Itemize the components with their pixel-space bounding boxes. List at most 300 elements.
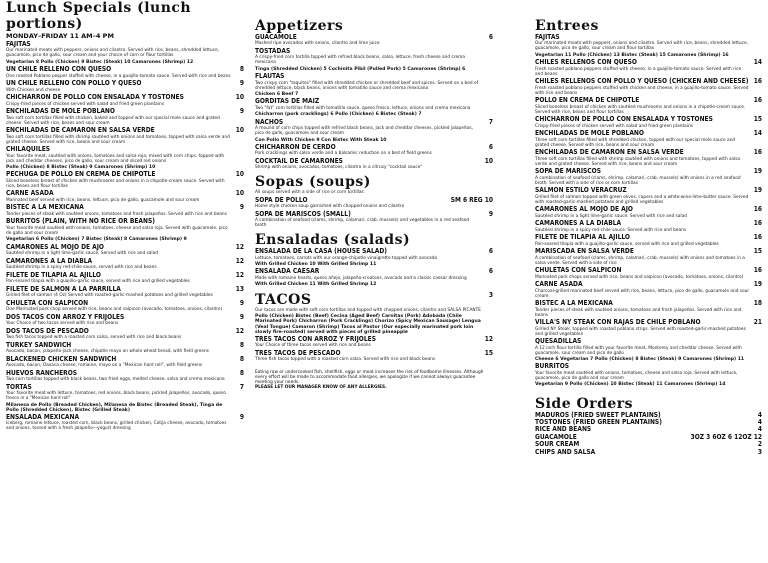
entrees-column bbox=[535, 0, 762, 456]
entrees-list bbox=[535, 34, 762, 388]
menu-item-price: 8 bbox=[239, 65, 244, 74]
menu-item bbox=[535, 130, 762, 147]
menu-item-description: Two fish tacos topped with a roasted corn salsa, served with rice and black beans bbox=[6, 335, 182, 341]
menu-item-description: Two corn tortillas topped with black beans, two fried eggs, melted cheese, salsa and crema mexicana bbox=[6, 377, 225, 383]
menu-item-description: One roasted Poblano pepper stuffed with cheese, in a guajillo-tomato sauce. Served with rice and beans bbox=[6, 73, 231, 79]
menu-item-row bbox=[6, 300, 244, 307]
menu-item-name: PECHUGA DE POLLO EN CREMA DE CHIPOTLE bbox=[6, 170, 156, 179]
menu-item-description: Grilled filet of salmon (4 Oz) Served with roasted-garlic-mashed potatoes and grilled vegetables bbox=[6, 293, 213, 299]
appetizers-list bbox=[255, 34, 493, 170]
menu-item-description: Sliced boneless breast of chicken with mushrooms and onions in a chipotle-cream sauce. Served with rice, beans and flour tortillas bbox=[6, 178, 225, 189]
menu-item bbox=[6, 384, 244, 413]
menu-item-name: CHULETA CON SALPICON bbox=[6, 298, 89, 307]
menu-item-name: FAJITAS bbox=[6, 40, 31, 48]
menu-item-description: Three soft corn tortillas filled with shredded chicken, topped with our special mole sauce and grated cheese. Served with rice, beans and sour cream bbox=[535, 137, 736, 148]
menu-item-name: SOPA DE MARISCOS bbox=[535, 167, 601, 176]
menu-item-name: QUESADILLAS bbox=[535, 337, 582, 346]
sides-title: Side Orders bbox=[535, 395, 634, 412]
menu-item bbox=[255, 34, 493, 46]
menu-item-row bbox=[535, 168, 762, 175]
menu-item-price: 9 bbox=[239, 312, 244, 321]
menu-item bbox=[6, 272, 244, 284]
menu-item bbox=[255, 336, 493, 348]
menu-item-description: A combination of seafood (clams, shrimp, calamari, crab, mussels) with onions and tomatoes in a salsa verde. Served with a side of rice bbox=[535, 255, 745, 266]
tacos-options: Pollo (Chicken) Bistec (Beef) Cecina (Aged Beef) Carnitas (Pork) Adobada (Chile Marinated Pork) Chicharron (Pork Cracklings) Chorizo (Spicy Mexican Sausage) Lengua (Veal Tongue) Camaron (Shrimp) Tacos al Pastor (Our especially marinated pork loin slowly fire-roasted) served with pieces of grilled pineapple bbox=[255, 314, 481, 335]
menu-item bbox=[255, 158, 493, 170]
menu-item-row bbox=[6, 94, 244, 101]
menu-item-row bbox=[6, 272, 244, 279]
menu-item-row bbox=[255, 73, 493, 80]
menu-item-row bbox=[255, 119, 493, 126]
menu-item bbox=[6, 314, 244, 326]
menu-item-price bbox=[483, 48, 493, 55]
menu-item-name: TOSTONES (FRIED GREEN PLANTAINS) bbox=[535, 418, 662, 427]
menu-item-name: DOS TACOS DE PESCADO bbox=[6, 326, 89, 335]
menu-item-options: Vegetarian 8 Pollo (Chicken) 9 Bistec (Steak) 10 Camarones (Shrimp) 12 bbox=[6, 60, 194, 65]
menu-item bbox=[535, 187, 762, 204]
menu-item-description: Two "fat" corn tortillas filled with tomatillo sauce, queso fresco, lettuce, onions and crema mexicana bbox=[255, 105, 471, 111]
menu-item-options: Vegetarian 6 Pollo (Chicken) 7 Bistec (Steak) 8 Camarones (Shrimp) 9 bbox=[6, 237, 187, 243]
menu-item-price: 19 bbox=[753, 186, 762, 195]
menu-item-price: SM 6 REG 10 bbox=[450, 195, 493, 204]
menu-item-description: Grilled filet of salmon topped with green olives, capers and a white-wine-lime-butter sauce. Served with roasted-garlic-mashed potatoes and grilled vegetables bbox=[535, 194, 749, 205]
menu-item-row bbox=[535, 363, 762, 370]
menu-item-options: Vegetarian 11 Pollo (Chicken) 13 Bistec (Steak) 15 Camarones (Shrimp) 16 bbox=[535, 53, 729, 58]
menu-item bbox=[535, 59, 762, 76]
menu-item bbox=[6, 342, 244, 354]
menu-item-options: Chicken 6 Beef 7 bbox=[255, 92, 299, 98]
appetizers-title: Appetizers bbox=[255, 18, 344, 34]
menu-item-row bbox=[6, 342, 244, 349]
menu-item-name: COCKTAIL DE CAMARONES bbox=[255, 156, 343, 165]
menu-item-description: Charcoal-grilled marinated beef served with rice, beans, lettuce, pico de gallo, guacamole and sour cream bbox=[535, 288, 750, 299]
menu-item bbox=[535, 338, 762, 362]
menu-item-row bbox=[6, 80, 244, 87]
menu-item bbox=[6, 94, 244, 106]
menu-item-name: CHILES RELLENOS CON POLLO Y QUESO (CHICKEN AND CHEESE) bbox=[535, 77, 749, 86]
menu-item-description: Our marinated meats with peppers, onions and cilantro. Served with rice, beans, shredded lettuce, guacamole, pico de gallo, sour cream and flour tortillas bbox=[535, 41, 749, 52]
menu-item-row bbox=[535, 206, 762, 213]
menu-item bbox=[6, 300, 244, 312]
menu-item-description: Our marinated meats with peppers, onions and cilantro. Served with rice, beans, shredded lettuce, guacamole, pico de gallo, sour cream and your choice of corn or flour tortillas bbox=[6, 48, 220, 59]
menu-item-price: 15 bbox=[753, 115, 762, 124]
menu-item-price bbox=[752, 338, 762, 345]
ensaladas-list bbox=[255, 248, 493, 287]
menu-item-description: Pork cracklings with salsa verde and a balsamic reduction on a bed of field greens bbox=[255, 151, 432, 157]
tacos-price: 3 bbox=[488, 290, 493, 299]
menu-item-price bbox=[483, 98, 493, 105]
menu-item-name: TRES TACOS CON ARROZ Y FRIJOLES bbox=[255, 335, 376, 344]
menu-item-price: 9 bbox=[239, 203, 244, 212]
menu-item-name: FILETE DE TILAPIA AL AJILLO bbox=[535, 233, 630, 242]
menu-item bbox=[255, 119, 493, 143]
menu-item-price: 16 bbox=[753, 219, 762, 228]
menu-item-price: 14 bbox=[753, 58, 762, 67]
menu-item-description: Crispy-fried pieces of chicken served with salad and fried green plantains bbox=[6, 101, 164, 107]
menu-item-description: Tender pieces of steak with sautéed onions, tomatoes and fresh jalapeños. Served with rice and beans bbox=[6, 211, 227, 217]
menu-item-name: UN CHILE RELLENO CON POLLO Y QUESO bbox=[6, 79, 142, 88]
menu-item-row bbox=[6, 286, 244, 293]
menu-item bbox=[6, 66, 244, 78]
menu-item-row bbox=[535, 449, 762, 456]
menu-item-name: SOPA DE MARISCOS (SMALL) bbox=[255, 209, 351, 218]
menu-item bbox=[255, 73, 493, 97]
sides-list bbox=[535, 412, 762, 456]
menu-item-name: ENCHILADAS DE CAMARON EN SALSA VERDE bbox=[535, 148, 684, 157]
menu-item-row bbox=[535, 78, 762, 85]
menu-item-description: Marinated pork chops served with rice, beans and salpicon (avocado, tomatoes, onions, cilantro) bbox=[535, 274, 744, 280]
menu-item-price: 3OZ 3 6OZ 6 12OZ 12 bbox=[690, 432, 762, 441]
menu-item-name: CAMARONES A LA DIABLA bbox=[6, 256, 93, 265]
menu-item-price bbox=[234, 41, 244, 48]
menu-item-description: Tender pieces of steak with sautéed onions, tomatoes and fresh jalapeños. Served with rice and beans bbox=[535, 307, 742, 318]
menu-item-price: 6 bbox=[488, 33, 493, 41]
menu-item-description: A combination of seafood (clams, shrimp, calamari, crab, mussels) with onions in a red seafood broth. Served with a side of rice or corn tortillas bbox=[535, 175, 741, 186]
menu-item-description: Sautéed shrimp in a light lime-garlic sauce. Served with rice and salad bbox=[535, 213, 687, 219]
menu-item-price: 9 bbox=[239, 79, 244, 88]
menu-item bbox=[6, 414, 244, 431]
menu-item-name: ENCHILADAS DE CAMARON EN SALSA VERDE bbox=[6, 126, 155, 135]
menu-item-name: CAMARONES AL MOJO DE AJO bbox=[535, 205, 633, 214]
lunch-list bbox=[6, 41, 244, 431]
menu-item-name: CHICHARRON DE POLLO CON ENSALADA Y TOSTONES bbox=[535, 115, 713, 124]
menu-item-name: RICE AND BEANS bbox=[535, 425, 592, 434]
menu-item bbox=[6, 356, 244, 368]
menu-item-name: FILETE DE TILAPIA AL AJILLO bbox=[6, 270, 101, 279]
sopas-title: Sopas (soups) bbox=[255, 174, 371, 191]
menu-item-name: ENCHILADAS DE MOLE POBLANO bbox=[535, 129, 644, 138]
menu-item-price: 15 bbox=[753, 247, 762, 256]
menu-item-description: Your favorite meat, sautéed with onions, tomatoes and salsa roja, mixed with corn chips, topped with jack and cheddar cheeses, pico de gallo, sour cream and sliced red onions bbox=[6, 153, 225, 164]
menu-item-price: 4 bbox=[757, 418, 762, 427]
lunch-column bbox=[6, 0, 244, 433]
menu-item-price: 9 bbox=[239, 413, 244, 422]
menu-item-name: BLACKENED CHICKEN SANDWICH bbox=[6, 354, 117, 363]
menu-item-row bbox=[6, 204, 244, 211]
tacos-title: TACOS bbox=[255, 291, 312, 308]
menu-item-options: With Grilled Chicken 11 With Grilled Shrimp 12 bbox=[255, 282, 377, 288]
menu-item-price: 13 bbox=[235, 284, 244, 293]
menu-item-row bbox=[6, 370, 244, 377]
menu-item-row bbox=[255, 248, 493, 255]
menu-item-description: Your Choice of two tacos served with rice and beans bbox=[6, 321, 119, 327]
menu-item-description: Shrimp with onions, avocados, tomatoes, cilantro in a citrusy "cocktail sauce" bbox=[255, 165, 423, 171]
menu-item-description: Three soft corn tortillas filled with shrimp sautéed with onions and tomatoes, topped with salsa verde and grated cheese. Served with rice, beans and sour cream bbox=[535, 156, 740, 167]
menu-item bbox=[535, 300, 762, 317]
menu-item-row bbox=[6, 328, 244, 335]
menu-item-price: 10 bbox=[235, 126, 244, 135]
menu-item-description: A mound of corn chips topped with refried black beans, jack and cheddar cheeses, pickled jalapeños, pico de gallo, guacamole and sour cream bbox=[255, 126, 473, 137]
menu-item-options: Con Pollo With Chicken 9 Con Bistec With Steak 10 bbox=[255, 137, 387, 143]
menu-item-price bbox=[234, 146, 244, 153]
menu-item-description: Three fish tacos topped with a roasted corn salsa. Served with rice and black beans bbox=[255, 357, 436, 363]
menu-item-row bbox=[6, 258, 244, 265]
menu-item-description: Avocado, bacon, Oaxaca cheese, romaine, mayo on a "Mexican hard roll", with field greens bbox=[6, 363, 203, 369]
menu-item bbox=[6, 127, 244, 144]
menu-item-price: 16 bbox=[753, 266, 762, 275]
menu-item-price: 4 bbox=[757, 410, 762, 419]
menu-item-row bbox=[6, 356, 244, 363]
menu-item-description: Home style chicken soup garnished with chopped onions and cilantro bbox=[255, 204, 405, 210]
menu-item-options: Tinga (Shredded Chicken) 5 Cochinita Pibil (Pulled Pork) 5 Camarones (Shrimp) 6 bbox=[255, 67, 466, 72]
menu-item-row bbox=[535, 267, 762, 274]
menu-item-row bbox=[535, 149, 762, 156]
menu-item-name: CHICHARRON DE CERDO bbox=[255, 142, 336, 151]
menu-item-description: With Chicken and cheese bbox=[6, 87, 61, 93]
menu-item-name: CHILES RELLENOS CON QUESO bbox=[535, 58, 637, 67]
menu-item bbox=[6, 41, 244, 65]
ensaladas-title: Ensaladas (salads) bbox=[255, 232, 411, 249]
menu-item-description: Crispy-fried pieces of chicken served with salad and fried green plantains bbox=[535, 123, 693, 129]
menu-item-price: 16 bbox=[753, 205, 762, 214]
menu-item-row bbox=[255, 268, 493, 275]
menu-item-row bbox=[535, 187, 762, 194]
menu-item bbox=[255, 248, 493, 267]
menu-item-row bbox=[535, 97, 762, 104]
lunch-title: Lunch Specials (lunch portions) bbox=[6, 0, 192, 32]
menu-item-row bbox=[535, 319, 762, 326]
menu-item-description: Fresh roasted poblano peppers stuffed with chicken and cheese, in a guajillo-tomato sauce. Served with rice and beans bbox=[535, 85, 749, 96]
menu-item bbox=[535, 34, 762, 58]
menu-item-row bbox=[6, 108, 244, 115]
menu-item bbox=[6, 108, 244, 125]
menu-item-description: Pan-seared tilapia with a guajillo-garlic sauce, served with rice and grilled vegetables bbox=[6, 279, 190, 285]
menu-item-name: SOUR CREAM bbox=[535, 440, 580, 449]
menu-item bbox=[255, 98, 493, 117]
menu-item-name: SOPA DE POLLO bbox=[255, 195, 308, 204]
menu-item-row bbox=[6, 171, 244, 178]
menu-item-description: Sautéed shrimp in a light lime-garlic sauce. Served with rice and salad bbox=[6, 251, 158, 257]
menu-item bbox=[255, 197, 493, 209]
menu-item-price: 12 bbox=[235, 256, 244, 265]
menu-item-description: Iceberg, romaine lettuce, roasted corn, black beans, grilled chicken, Cotija cheese, avocado, tomatoes and onions, tossed with a fresh jalapeño—yogurt dressing bbox=[6, 421, 227, 432]
menu-item-description: Grilled NY Steak, topped with roasted poblano strips. Served with roasted-garlic-mashed potatoes and grilled vegetables bbox=[535, 326, 746, 337]
menu-item-description: Sliced boneless breast of chicken with sautéed mushrooms and onions in a chipotle-cream sauce. Served with rice, beans and flour tortillas bbox=[535, 104, 746, 115]
menu-item-name: CARNE ASADA bbox=[535, 280, 583, 289]
menu-item-name: FILETE DE SALMON A LA PARRILLA bbox=[6, 284, 121, 293]
menu-item-name: TOSTADAS bbox=[255, 47, 291, 55]
menu-item bbox=[535, 281, 762, 298]
sopas-note: All soups served with a side of rice or corn tortillas bbox=[255, 190, 364, 196]
menu-item-description: Your Choice of three tacos served with rice and beans bbox=[255, 343, 371, 349]
menu-item-name: ENSALADA MEXICANA bbox=[6, 413, 80, 422]
menu-item-row bbox=[535, 281, 762, 288]
menu-item bbox=[535, 116, 762, 128]
menu-item-row bbox=[535, 234, 762, 241]
menu-item-row bbox=[535, 338, 762, 345]
menu-item-name: CAMARONES A LA DIABLA bbox=[535, 219, 622, 228]
menu-item-row bbox=[255, 98, 493, 105]
menu-item bbox=[535, 220, 762, 232]
menu-item bbox=[535, 168, 762, 185]
menu-item-price: 6 bbox=[488, 247, 493, 256]
menu-item-price: 21 bbox=[753, 318, 762, 327]
menu-item-row bbox=[6, 314, 244, 321]
menu-item-name: TURKEY SANDWICH bbox=[6, 340, 72, 349]
menu-item-options: With Grilled Chicken 10 With Grilled Shrimp 11 bbox=[255, 262, 377, 268]
menu-item-price: 15 bbox=[484, 349, 493, 358]
menu-item bbox=[535, 267, 762, 279]
menu-item-options: Pollo (Chicken) 8 Bistec (Steak) 9 Camarones (Shrimp) 10 bbox=[6, 165, 156, 171]
menu-item-description: A 12 inch flour tortilla filled with your favorite meat, Monterey and cheddar cheese. Served with guacamole, sour cream and pico de gallo bbox=[535, 345, 742, 356]
menu-item-description: A combination of seafood (clams, shrimp, calamari, crab, mussels) and vegetables in a red seafood broth bbox=[255, 218, 470, 229]
tacos-list bbox=[255, 336, 493, 362]
menu-item-name: ENCHILADAS DE MOLE POBLANO bbox=[6, 107, 115, 116]
menu-item-description: Made with romaine hearts, queso añejo, jalapeño-croutons, avocado and a classic caesar dressing bbox=[255, 275, 467, 281]
menu-item-price bbox=[483, 73, 493, 80]
menu-item-name: BURRITOS bbox=[535, 362, 570, 371]
menu-item-name: CHIPS AND SALSA bbox=[535, 447, 596, 456]
menu-item-name: FLAUTAS bbox=[255, 72, 285, 81]
menu-item bbox=[6, 328, 244, 340]
menu-item-name: ENSALADA CAESAR bbox=[255, 267, 320, 276]
lunch-hours: MONDAY–FRIDAY 11 AM–4 PM bbox=[6, 32, 114, 40]
menu-item-price: 12 bbox=[484, 335, 493, 344]
menu-item-description: Fresh roasted poblano peppers stuffed with cheese, in a guajillo-tomato sauce. Served with rice and beans bbox=[535, 66, 742, 77]
menu-item-price: 16 bbox=[753, 77, 762, 86]
menu-item-row bbox=[535, 59, 762, 66]
menu-item-options: Cheese 6 Vegetarian 7 Pollo (Chicken) 8 Bistec (Steak) 9 Camarones (Shrimp) 11 bbox=[535, 357, 745, 363]
menu-item-price: 16 bbox=[753, 233, 762, 242]
menu-item-price: 16 bbox=[753, 148, 762, 157]
menu-item-description: Your favorite meat sautéed with onions, tomatoes, cheese and salsa roja. Served with guacamole, pico de gallo and sour cream bbox=[6, 225, 228, 236]
menu-item bbox=[6, 258, 244, 270]
menu-item-name: CHULETAS CON SALPICON bbox=[535, 266, 622, 275]
menu-item-price: 9 bbox=[488, 209, 493, 218]
menu-item-price: 4 bbox=[757, 425, 762, 434]
menu-item-price: 10 bbox=[235, 170, 244, 179]
menu-item-name: POLLO EN CREMA DE CHIPOTLE bbox=[535, 96, 640, 105]
menu-item-name: BURRITOS (PLAIN, WITH NO RICE OR BEANS) bbox=[6, 217, 155, 226]
menu-item-description: Sautéed shrimp in a spicy red-chile sauce, served with rice and beans bbox=[6, 265, 157, 271]
menu-item-options: Vegetarian 9 Pollo (Chicken) 10 Bistec (Steak) 11 Camarones (Shrimp) 14 bbox=[535, 382, 726, 388]
menu-item-price: 19 bbox=[753, 280, 762, 289]
menu-item-name: GUACAMOLE bbox=[255, 33, 297, 41]
menu-item bbox=[535, 449, 762, 456]
menu-item-name: CHILAQUILES bbox=[6, 145, 51, 154]
menu-item-row bbox=[6, 66, 244, 73]
menu-item bbox=[535, 363, 762, 387]
menu-item bbox=[6, 146, 244, 170]
menu-item-description: Marinated beef served with rice, beans, lettuce, pico de gallo, guacamole and sour cream bbox=[6, 197, 200, 203]
menu-item-options: Milanesa de Pollo (Breaded Chicken), Milanesa de Bistec (Breaded Steak), Tinga de Pollo (Shredded Chicken), Bistec (Grilled Steak) bbox=[6, 402, 223, 413]
menu-item bbox=[6, 204, 244, 216]
menu-item bbox=[535, 78, 762, 95]
menu-item-name: FAJITAS bbox=[535, 33, 560, 41]
menu-item-name: NACHOS bbox=[255, 117, 284, 126]
menu-item bbox=[535, 248, 762, 265]
menu-item-row bbox=[535, 248, 762, 255]
warning-text: Eating raw or undercooked fish, shellfish, eggs or meat increases the risk of foodborne illnesses. Although every effort will be made to accommodate food allergies, we apologize if we cannot always guarantee meeting your needs. bbox=[255, 370, 484, 386]
menu-item-name: BISTEC A LA MEXICANA bbox=[535, 299, 613, 308]
menu-item-description: Your favorite meat sautéed with onions, tomatoes, cheese and salsa roja. Served with lettuce, guacamole, pico de gallo and sour cream bbox=[535, 370, 738, 381]
menu-item-description: Mashed ripe avocados with onions, cilantro and lime juice bbox=[255, 41, 380, 47]
tacos-header bbox=[255, 292, 493, 308]
menu-item-name: SALMON ESTILO VERACRUZ bbox=[535, 186, 627, 195]
menu-item-price: 12 bbox=[235, 242, 244, 251]
menu-item-price: 7 bbox=[239, 382, 244, 391]
menu-item-price: 8 bbox=[239, 368, 244, 377]
menu-item-row bbox=[6, 218, 244, 225]
allergy-text: PLEASE LET OUR MANAGER KNOW OF ANY ALLERGIES. bbox=[255, 385, 387, 391]
menu-item bbox=[255, 211, 493, 228]
menu-item-name: TORTAS bbox=[6, 382, 32, 391]
menu-item-description: Your favorite meat with lettuce, tomatoes, red onions, black beans, pickled jalapeños, avocado, queso fresco in a "Mexican hard roll" bbox=[6, 391, 226, 402]
menu-item bbox=[6, 80, 244, 92]
menu-item-name: BISTEC A LA MEXICANA bbox=[6, 203, 84, 212]
menu-item-price bbox=[752, 34, 762, 41]
menu-item-description: Two crispy corn "taquitos" filled with shredded chicken or shredded beef and spices. Served on a bed of shredded lettuce, black beans, onions with tomatillo sauce and crema mexicana bbox=[255, 80, 479, 91]
menu-item-row bbox=[6, 146, 244, 153]
menu-item-row bbox=[535, 220, 762, 227]
menu-item bbox=[535, 234, 762, 246]
menu-item-price: 19 bbox=[753, 167, 762, 176]
menu-item-price: 18 bbox=[753, 299, 762, 308]
menu-item-price bbox=[752, 363, 762, 370]
menu-item-name: CARNE ASADA bbox=[6, 189, 54, 198]
menu-item-description: Pan-seared tilapia with a guajillo-garlic sauce, served with rice and grilled vegetables bbox=[535, 241, 719, 247]
menu-item-row bbox=[535, 130, 762, 137]
menu-item-price: 16 bbox=[753, 96, 762, 105]
menu-item bbox=[6, 286, 244, 298]
menu-item-row bbox=[6, 384, 244, 391]
menu-item-name: HUEVOS RANCHEROS bbox=[6, 368, 78, 377]
menu-item-price: 9 bbox=[239, 298, 244, 307]
tacos-desc: Our tacos are made with soft corn tortillas and topped with chopped onions, cilantro and SALSA PICANTE bbox=[255, 307, 481, 313]
menu-item bbox=[255, 268, 493, 287]
menu-item-price: 3 bbox=[757, 447, 762, 456]
menu-item-name: VILLA'S NY STEAK CON RAJAS DE CHILE POBLANO bbox=[535, 318, 701, 327]
menu-item bbox=[535, 206, 762, 218]
menu-item bbox=[535, 97, 762, 114]
menu-item-row bbox=[535, 300, 762, 307]
sopas-list bbox=[255, 197, 493, 228]
menu-item-description: Two soft corn tortillas filled with chicken, baked and topped with our special mole sauce and grated cheese. Served with rice, beans and sour cream bbox=[6, 115, 220, 126]
menu-item-price: 8 bbox=[239, 354, 244, 363]
menu-item-description: Sautéed shrimp in a spicy red-chile sauce. Served with rice and beans bbox=[535, 227, 687, 233]
menu-item-row bbox=[6, 127, 244, 134]
menu-item-description: One Marinated pork chop served with rice, beans and salpicon (avocado, tomatoes, onions, cilantro) bbox=[6, 307, 223, 313]
menu-item-description: Two soft corn tortillas filled with shrimp sautéed with onions and tomatoes, topped with salsa verde and grated cheese. Served with rice, beans and sour cream bbox=[6, 134, 230, 145]
menu-item-price: 12 bbox=[235, 326, 244, 335]
menu-item bbox=[6, 190, 244, 202]
menu-item-description: A crispy-fried corn tortilla topped with refried black beans, salsa, lettuce, fresh cheese and crema mexicana bbox=[255, 55, 465, 66]
menu-item-name: ENSALADA DE LA CASA (HOUSE SALAD) bbox=[255, 247, 387, 256]
menu-item bbox=[535, 319, 762, 336]
menu-item-name: TRES TACOS DE PESCADO bbox=[255, 349, 341, 358]
menu-item-price: 12 bbox=[235, 270, 244, 279]
menu-item-row bbox=[6, 244, 244, 251]
menu-item-name: UN CHILE RELLENO CON QUESO bbox=[6, 65, 112, 74]
menu-item-name: GORDITAS DE MAIZ bbox=[255, 97, 320, 106]
menu-item-description: Avocado, bacon, jalapeño-jack cheese, chipotle mayo on whole wheat bread, with field greens bbox=[6, 349, 209, 355]
menu-item-row bbox=[6, 190, 244, 197]
menu-item-price: 14 bbox=[753, 129, 762, 138]
menu-item-price: 10 bbox=[235, 93, 244, 102]
menu-item bbox=[255, 350, 493, 362]
menu-item-description: Lettuce, tomatoes, carrots with our orange-chipotle vinaigrette topped with avocado bbox=[255, 255, 438, 261]
menu-item bbox=[535, 149, 762, 166]
menu-item bbox=[6, 218, 244, 242]
menu-item bbox=[6, 171, 244, 188]
menu-item-name: MARISCADA EN SALSA VERDE bbox=[535, 247, 634, 256]
menu-item bbox=[255, 144, 493, 156]
menu-item-price: 10 bbox=[235, 189, 244, 198]
menu-item-name: CAMARONES AL MOJO DE AJO bbox=[6, 242, 104, 251]
menu-item-name: CHICHARRON DE POLLO CON ENSALADA Y TOSTONES bbox=[6, 93, 184, 102]
menu-item-price: 7 bbox=[488, 117, 493, 126]
menu-item-price: 6 bbox=[488, 267, 493, 276]
